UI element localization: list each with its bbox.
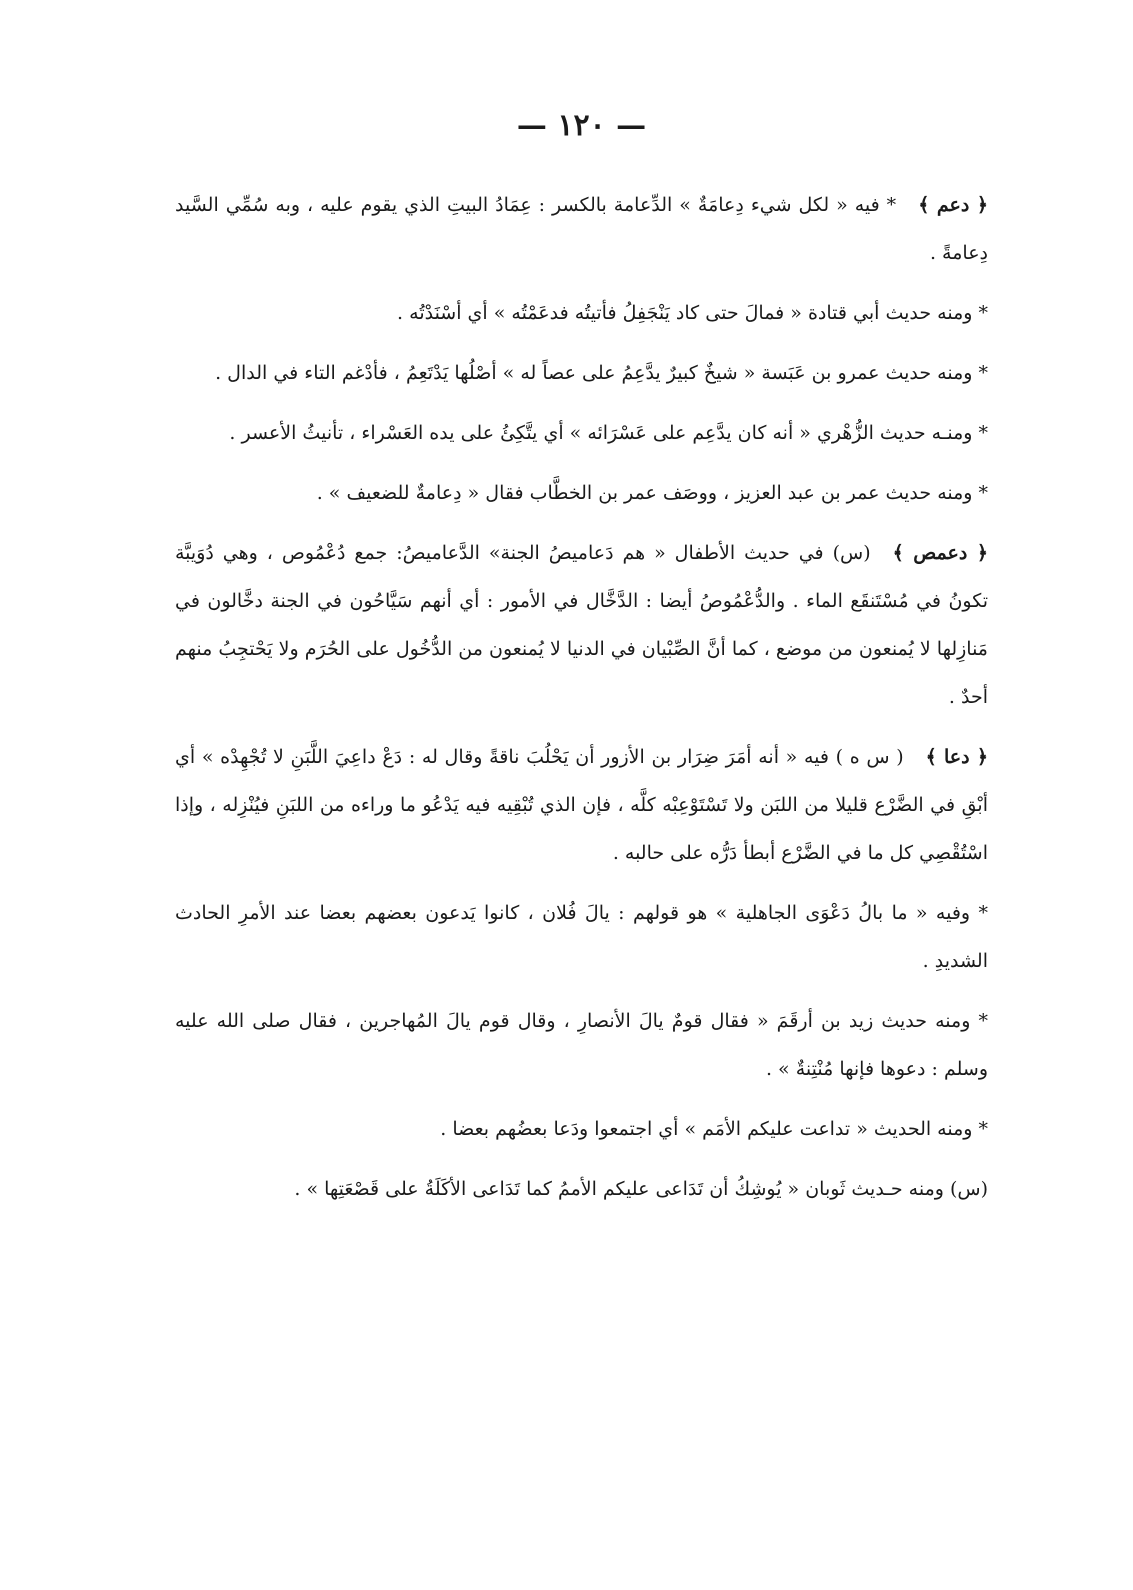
paragraph-text: ( س ه ) فيه « أنه أمَرَ ضِرَار بن الأزور أن يَحْلُبَ ناقةً وقال له : دَعْ داعِيَ اللَّبَنِ لا تُجْهِدْه » أي أبْقِ في الضَّرْع قليلا من اللبَن ولا تَسْتَوْعِبْه كلَّه ، فإن الذي تُبْقِيه فيه يَدْعُو ما وراءه من اللبَنِ فيُنْزِله ، وإذا اسْتُقْصِي كل ما في الضَّرْع أبطأ دَرُّه على حالبه .	[175, 746, 988, 864]
paragraph-text: * ومنـه حديث الزُّهْري « أنه كان يدَّعِم على عَسْرَائه » أي يتَّكِئُ على يده العَسْراء ، تأنيثُ الأعسر .	[229, 422, 988, 444]
paragraph-text: * وفيه « ما بالُ دَعْوَى الجاهلية » هو قولهم : يالَ فُلان ، كانوا يَدعون بعضهم بعضا عند الأمرِ الحادث الشديدِ .	[175, 902, 988, 972]
paragraph-text: (س) ومنه حـديث ثَوبان « يُوشِكُ أن تَدَاعى عليكم الأممُ كما تَدَاعى الأكَلَةُ على قَصْعَتِها » .	[294, 1178, 988, 1200]
paragraph	[175, 529, 988, 721]
paragraph	[175, 349, 988, 397]
entry-headword: ﴿ دعمص ﴾	[892, 542, 988, 564]
body-text	[175, 181, 988, 1213]
entry-headword: ﴿ دعم ﴾	[918, 194, 988, 216]
paragraph	[175, 289, 988, 337]
paragraph-text: (س) في حديث الأطفال « هم دَعاميصُ الجنة» الدَّعاميصُ: جمع دُعْمُوص ، وهي دُوَيبَّة تكونُ في مُسْتَنقَع الماء . والدُّعْمُوصُ أيضا : الدَّخَّال في الأمور : أي أنهم سَيَّاحُون في الجنة دخَّالون في مَنازِلها لا يُمنعون من موضع ، كما أنَّ الصِّبْيان في الدنيا لا يُمنعون من الدُّخُول على الحُرَم ولا يَحْتجِبُ منهم أحدٌ .	[175, 542, 988, 708]
paragraph	[175, 1165, 988, 1213]
paragraph	[175, 469, 988, 517]
paragraph	[175, 181, 988, 277]
paragraph-text: * ومنه الحديث « تداعت عليكم الأمَم » أي اجتمعوا ودَعا بعضُهم بعضا .	[440, 1118, 988, 1140]
paragraph-text: * ومنه حديث أبي قتادة « فمالَ حتى كاد يَنْجَفِلُ فأتيتُه فدعَمْتُه » أي أسْنَدْتُه .	[397, 302, 988, 324]
page-number: — ١٢٠ —	[516, 108, 647, 143]
paragraph-text: * ومنه حديث عمر بن عبد العزيز ، ووصَف عمر بن الخطَّاب فقال « دِعامةٌ للضعيف » .	[316, 482, 988, 504]
paragraph-text: * ومنه حديث زيد بن أرقَمَ « فقال قومٌ يالَ الأنصارِ ، وقال قوم يالَ المُهاجرين ، فقال صلى الله عليه وسلم : دعوها فإنها مُنْتِنةٌ » .	[175, 1010, 988, 1080]
paragraph	[175, 997, 988, 1093]
paragraph	[175, 1105, 988, 1153]
paragraph-text: * ومنه حديث عمرو بن عَبَسة « شيخٌ كبيرٌ يدَّعِمُ على عصاً له » أصْلُها يَدْتَعِمُ ، فأدْغم التاء في الدال .	[215, 362, 988, 384]
paragraph	[175, 889, 988, 985]
entry-headword: ﴿ دعا ﴾	[925, 746, 988, 768]
paragraph	[175, 733, 988, 877]
paragraph-text: * فيه « لكل شيء دِعامَةٌ » الدِّعامة بالكسر : عِمَادُ البيتِ الذي يقوم عليه ، وبه سُمِّي السَّيد دِعامةً .	[175, 194, 988, 264]
paragraph	[175, 409, 988, 457]
